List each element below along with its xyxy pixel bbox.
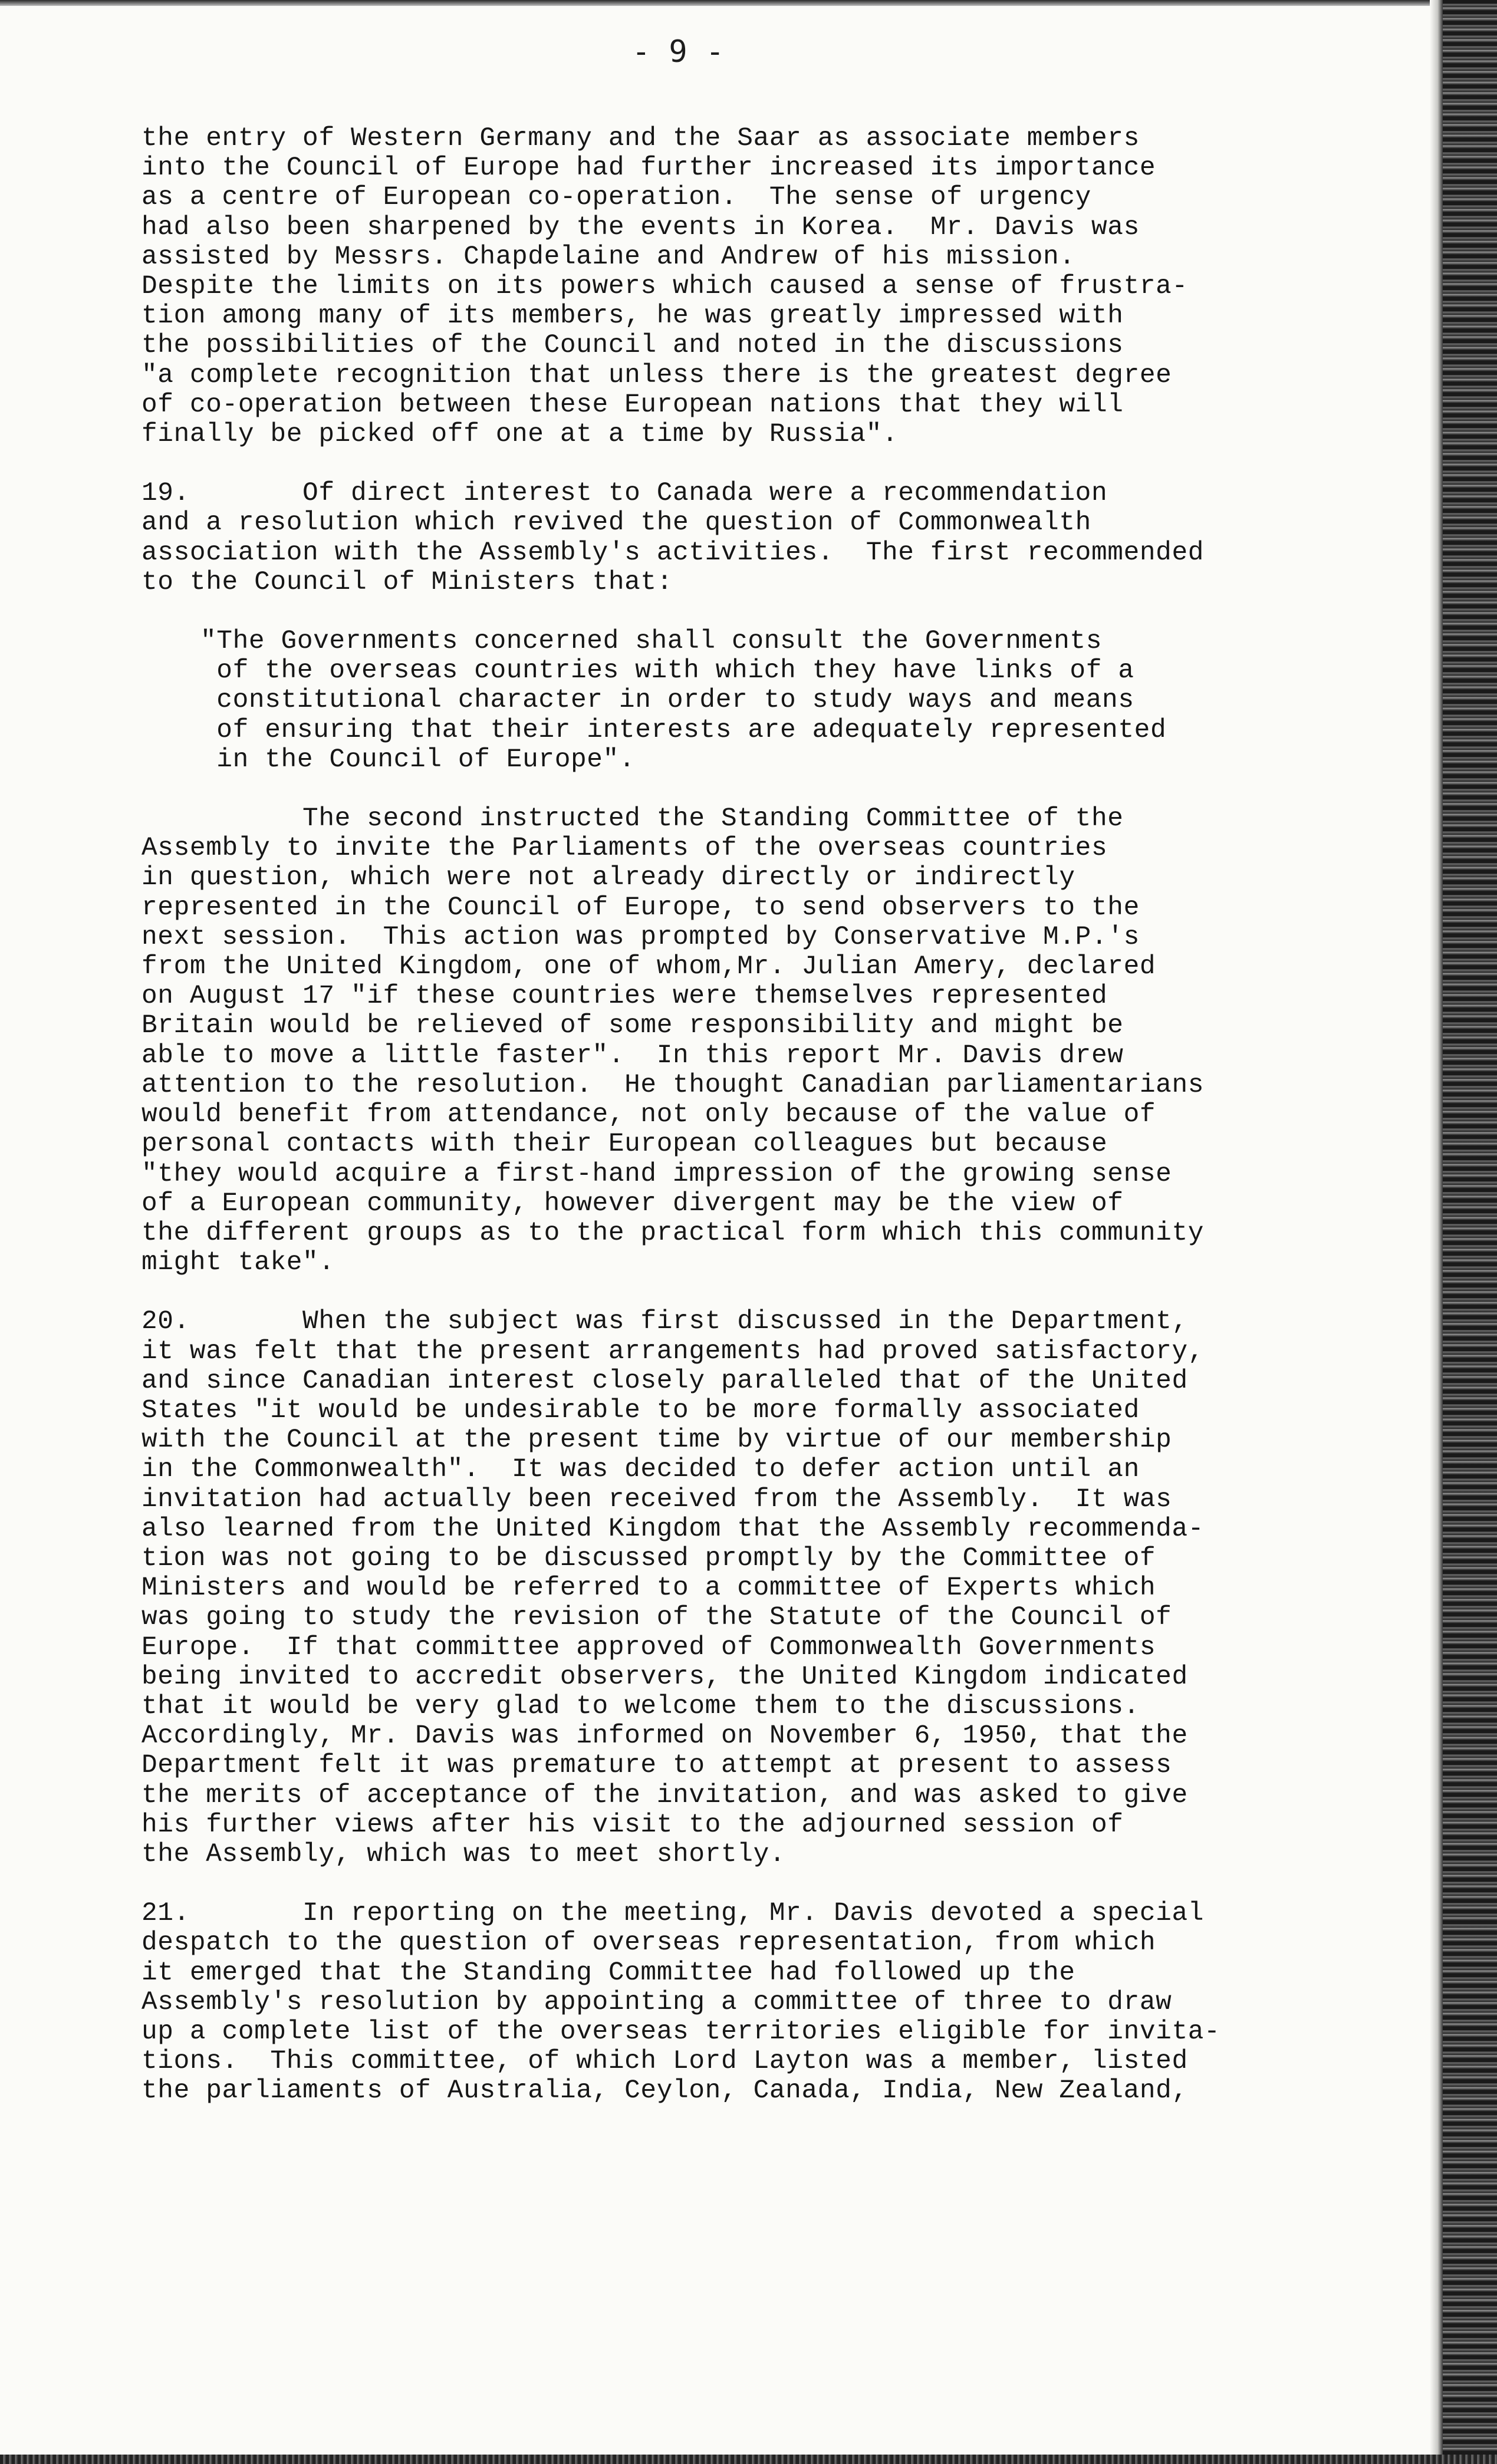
text-line: had also been sharpened by the events in Korea. Mr. Davis was <box>142 212 1140 242</box>
text-line: "they would acquire a first-hand impression of the growing sense <box>142 1159 1172 1189</box>
text-line: tion was not going to be discussed promptly by the Committee of <box>142 1543 1156 1573</box>
text-line: 21. In reporting on the meeting, Mr. Davis devoted a special <box>142 1899 1205 1929</box>
text-line: finally be picked off one at a time by Russia". <box>142 420 899 450</box>
text-line: on August 17 "if these countries were themselves represented <box>142 981 1108 1012</box>
text-line: of ensuring that their interests are adequately represented <box>200 715 1167 745</box>
text-line: was going to study the revision of the Statute of the Council of <box>142 1603 1172 1633</box>
text-line: in question, which were not already directly or indirectly <box>142 863 1075 893</box>
text-line: his further views after his visit to the adjourned session of <box>142 1810 1124 1840</box>
text-line: assisted by Messrs. Chapdelaine and Andrew of his mission. <box>142 242 1075 272</box>
text-line: Ministers and would be referred to a committee of Experts which <box>142 1573 1156 1603</box>
text-line: 19. Of direct interest to Canada were a recommendation <box>142 479 1108 509</box>
text-line: States "it would be undesirable to be more formally associated <box>142 1395 1140 1425</box>
paragraph-21 <box>142 1899 1356 2106</box>
paragraph-19 <box>142 479 1356 597</box>
text-line: Europe. If that committee approved of Commonwealth Governments <box>142 1632 1156 1662</box>
text-line: the parliaments of Australia, Ceylon, Canada, India, New Zealand, <box>142 2076 1188 2106</box>
paragraph-continuation <box>142 124 1356 449</box>
text-line: in the Council of Europe". <box>200 745 636 775</box>
document-body <box>142 124 1356 2106</box>
text-line: and a resolution which revived the question of Commonwealth <box>142 508 1091 538</box>
text-line: of the overseas countries with which they have links of a <box>200 656 1134 686</box>
text-line: it emerged that the Standing Committee had followed up the <box>142 1958 1075 1988</box>
text-line: the Assembly, which was to meet shortly. <box>142 1839 786 1869</box>
text-line: to the Council of Ministers that: <box>142 567 673 597</box>
text-line: tion among many of its members, he was greatly impressed with <box>142 301 1124 331</box>
text-line: up a complete list of the overseas territories eligible for invita- <box>142 2017 1220 2047</box>
text-line: would benefit from attendance, not only because of the value of <box>142 1100 1156 1130</box>
scan-edge-right <box>1443 0 1497 2464</box>
text-line: represented in the Council of Europe, to send observers to the <box>142 892 1140 923</box>
text-line: tions. This committee, of which Lord Layton was a member, listed <box>142 2047 1188 2077</box>
text-line: Department felt it was premature to attempt at present to assess <box>142 1751 1172 1781</box>
text-line: as a centre of European co-operation. The sense of urgency <box>142 183 1091 213</box>
text-line: association with the Assembly's activities. The first recommended <box>142 538 1205 568</box>
scan-edge-bottom <box>0 2455 1497 2464</box>
text-line: into the Council of Europe had further increased its importance <box>142 153 1156 183</box>
scan-edge-top <box>0 0 1497 6</box>
text-line: invitation had actually been received from the Assembly. It was <box>142 1484 1172 1514</box>
text-line: the possibilities of the Council and noted in the discussions <box>142 331 1124 361</box>
paragraph-quote <box>142 627 1356 775</box>
page-number: - 9 - <box>631 34 725 70</box>
text-line: despatch to the question of overseas representation, from which <box>142 1928 1156 1958</box>
text-line: that it would be very glad to welcome them to the discussions. <box>142 1691 1140 1721</box>
text-line: Assembly to invite the Parliaments of the overseas countries <box>142 834 1108 864</box>
text-line: it was felt that the present arrangements had proved satisfactory, <box>142 1336 1205 1366</box>
text-line: the merits of acceptance of the invitation, and was asked to give <box>142 1780 1188 1810</box>
text-line: also learned from the United Kingdom that the Assembly recommenda- <box>142 1514 1205 1544</box>
text-line: in the Commonwealth". It was decided to defer action until an <box>142 1455 1140 1485</box>
text-line: with the Council at the present time by virtue of our membership <box>142 1425 1172 1455</box>
text-line: "a complete recognition that unless there is the greatest degree <box>142 360 1172 390</box>
text-line: the entry of Western Germany and the Saar as associate members <box>142 124 1140 153</box>
text-line: might take". <box>142 1248 335 1278</box>
text-line: able to move a little faster". In this report Mr. Davis drew <box>142 1040 1124 1070</box>
paragraph-20 <box>142 1307 1356 1869</box>
scan-binding-shadow <box>1430 0 1443 2464</box>
text-line: "The Governments concerned shall consult the Governments <box>200 627 1103 657</box>
text-line: of co-operation between these European nations that they will <box>142 390 1124 420</box>
text-line: personal contacts with their European colleagues but because <box>142 1129 1108 1159</box>
text-line: Assembly's resolution by appointing a committee of three to draw <box>142 1987 1172 2017</box>
text-line: Accordingly, Mr. Davis was informed on November 6, 1950, that the <box>142 1721 1188 1751</box>
text-line: constitutional character in order to study ways and means <box>200 686 1134 716</box>
text-line: the different groups as to the practical form which this community <box>142 1218 1205 1248</box>
text-line: from the United Kingdom, one of whom,Mr. Julian Amery, declared <box>142 952 1156 982</box>
text-line: of a European community, however divergent may be the view of <box>142 1188 1124 1218</box>
text-line: Despite the limits on its powers which caused a sense of frustra- <box>142 272 1188 302</box>
text-line: Britain would be relieved of some responsibility and might be <box>142 1011 1124 1041</box>
paragraph-second <box>142 804 1356 1277</box>
text-line: The second instructed the Standing Committee of the <box>142 804 1124 834</box>
text-line: being invited to accredit observers, the United Kingdom indicated <box>142 1662 1188 1692</box>
text-line: 20. When the subject was first discussed in the Department, <box>142 1307 1188 1337</box>
text-line: attention to the resolution. He thought Canadian parliamentarians <box>142 1070 1205 1100</box>
text-line: next session. This action was prompted by Conservative M.P.'s <box>142 922 1140 952</box>
text-line: and since Canadian interest closely paralleled that of the United <box>142 1366 1188 1396</box>
